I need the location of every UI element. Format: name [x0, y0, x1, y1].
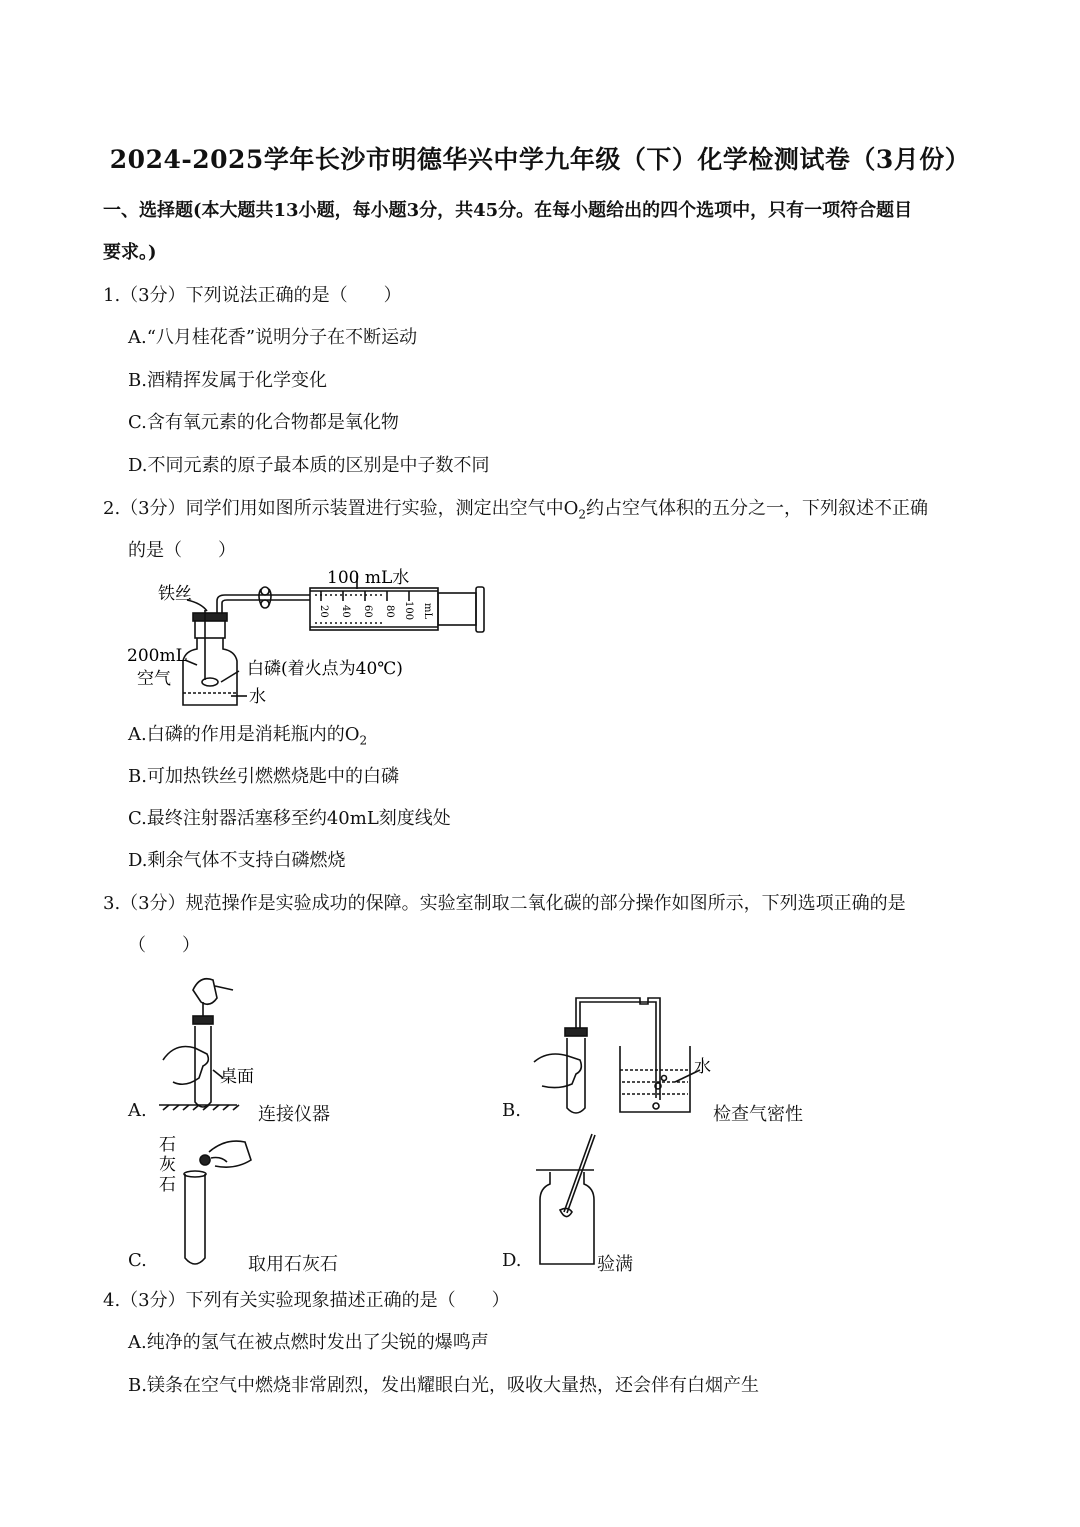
syringe-tick-unit: mL [422, 603, 433, 620]
question-2-option-a-text: A.白磷的作用是消耗瓶内的O [128, 724, 360, 745]
question-3-stem-line1: 3.（3分）规范操作是实验成功的保障。实验室制取二氧化碳的部分操作如图所示，下列选项正确的是 [103, 893, 906, 914]
syringe-tick-100: 100 [403, 601, 414, 621]
question-2-stem-post: 约占空气体积的五分之一，下列叙述不正确 [586, 498, 929, 519]
question-2-option-b: B.可加热铁丝引燃燃烧匙中的白磷 [128, 766, 399, 787]
syringe-scale [318, 601, 433, 620]
label-syringe-water: 100 mL水 [327, 568, 410, 588]
syringe-tick-20: 20 [318, 605, 329, 618]
syringe-tick-60: 60 [362, 605, 373, 618]
figure-d-letter: D. [502, 1250, 522, 1271]
question-1-option-c: C.含有氧元素的化合物都是氧化物 [128, 412, 399, 433]
figure-a-label-table: 桌面 [220, 1067, 254, 1087]
syringe-tick-80: 80 [384, 605, 395, 618]
figure-a-connect-instruments [155, 970, 265, 1115]
question-1-option-a: A.“八月桂花香”说明分子在不断运动 [128, 327, 418, 348]
section-heading-line1: 一、选择题(本大题共13小题，每小题3分，共45分。在每小题给出的四个选项中，只有一项符合题目 [103, 200, 913, 221]
syringe-plunger [476, 587, 484, 632]
question-2-stem-line2: 的是（ ） [128, 540, 236, 561]
figure-d-caption: 验满 [597, 1254, 633, 1275]
question-2-option-a [128, 720, 367, 748]
figure-b-airtightness-check [530, 990, 720, 1118]
question-3-stem-line2: （ ） [128, 935, 200, 956]
figure-c-label-char-3: 石 [159, 1175, 176, 1195]
label-air: 空气 [137, 669, 171, 689]
label-water: 水 [249, 687, 266, 707]
figure-b-letter: B. [502, 1100, 521, 1121]
question-2-option-a-subscript: 2 [359, 733, 368, 748]
label-air-volume: 200mL [127, 646, 187, 666]
question-1-option-b: B.酒精挥发属于化学变化 [128, 370, 327, 391]
question-2-stem [103, 494, 928, 522]
question-2-option-d: D.剩余气体不支持白磷燃烧 [128, 850, 346, 871]
figure-b-label-water: 水 [694, 1057, 711, 1077]
question-1-stem: 1.（3分）下列说法正确的是（ ） [103, 285, 402, 306]
figure-c-letter: C. [128, 1250, 147, 1271]
figure-a-caption: 连接仪器 [258, 1104, 330, 1125]
figure-c-take-limestone [155, 1130, 255, 1270]
question-2-stem-pre: 2.（3分）同学们用如图所示装置进行实验，测定出空气中O [103, 498, 579, 519]
figure-c-label-char-1: 石 [159, 1135, 176, 1155]
syringe-tick-40: 40 [340, 605, 351, 618]
figure-b-caption: 检查气密性 [713, 1104, 803, 1125]
page-title: 2024-2025学年长沙市明德华兴中学九年级（下）化学检测试卷（3月份） [109, 145, 971, 174]
section-heading-line2: 要求。) [103, 242, 157, 263]
label-iron-wire: 铁丝 [158, 584, 192, 604]
figure-c-caption: 取用石灰石 [248, 1254, 338, 1275]
question-2-option-c: C.最终注射器活塞移至约40mL刻度线处 [128, 808, 451, 829]
figure-a-letter: A. [128, 1100, 147, 1121]
question-2-stem-subscript: 2 [578, 507, 587, 522]
question-4-option-b: B.镁条在空气中燃烧非常剧烈，发出耀眼白光，吸收大量热，还会伴有白烟产生 [128, 1375, 759, 1396]
label-white-phosphorus: 白磷(着火点为40℃) [247, 659, 403, 679]
question-2-apparatus-figure [125, 565, 500, 713]
gas-bottle [183, 638, 237, 705]
question-1-option-d: D.不同元素的原子最本质的区别是中子数不同 [128, 455, 490, 476]
question-4-option-a: A.纯净的氢气在被点燃时发出了尖锐的爆鸣声 [128, 1332, 489, 1353]
figure-c-label-char-2: 灰 [159, 1155, 176, 1175]
question-4-stem: 4.（3分）下列有关实验现象描述正确的是（ ） [103, 1290, 510, 1311]
